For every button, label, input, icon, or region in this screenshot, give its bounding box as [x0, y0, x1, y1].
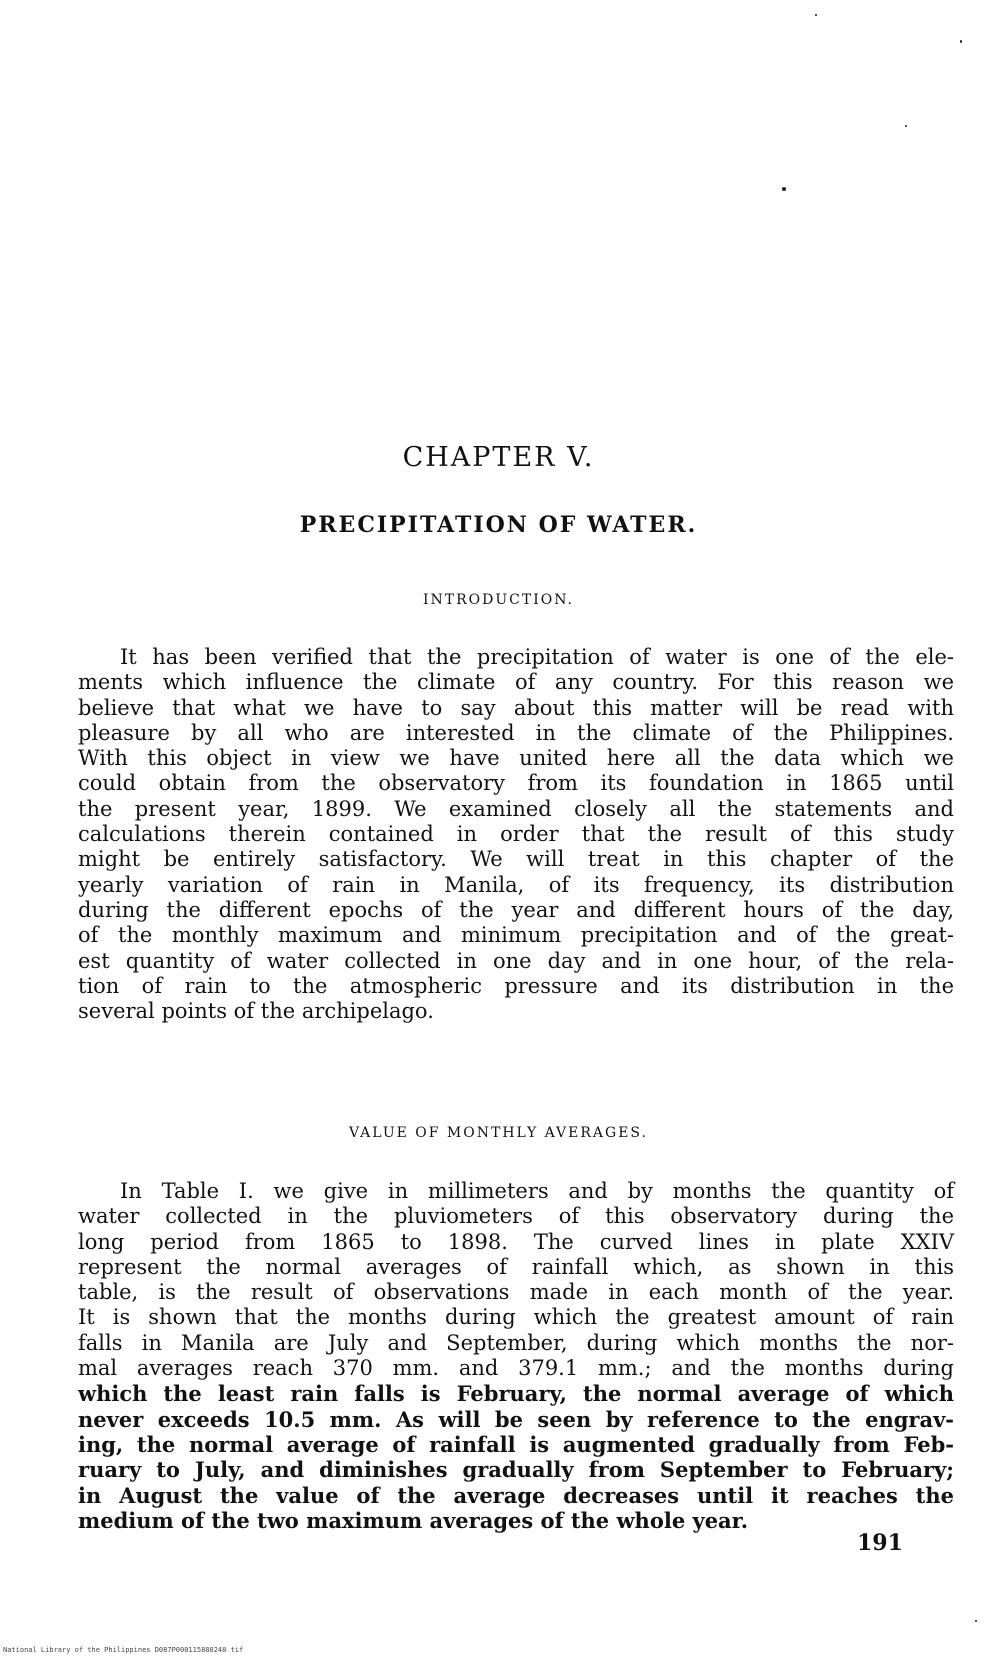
monthly-averages-heading: VALUE OF MONTHLY AVERAGES.	[349, 1125, 648, 1141]
paragraph-line: long period from 1865 to 1898. The curved lines in plate XXIV	[78, 1229, 954, 1254]
scan-speck	[975, 1620, 977, 1622]
paragraph-line: medium of the two maximum averages of the whole year.	[78, 1507, 749, 1533]
scan-footer-caption: National Library of the Philippines D087P000115880248 tif	[3, 1646, 244, 1654]
paragraph-line: pleasure by all who are interested in the climate of the Philippines.	[78, 720, 954, 745]
paragraph-line: ing, the normal average of rainfall is augmented gradually from Feb-	[78, 1431, 954, 1457]
introduction-heading: INTRODUCTION.	[422, 592, 575, 608]
monthly-averages-paragraph	[78, 1179, 954, 1533]
paragraph-line: table, is the result of observations made in each month of the year.	[78, 1280, 954, 1305]
paragraph-line: In Table I. we give in millimeters and by months the quantity of	[120, 1179, 954, 1203]
introduction-paragraph	[78, 645, 954, 1024]
paragraph-line: during the different epochs of the year and different hours of the day,	[78, 897, 954, 922]
paragraph-line: of the monthly maximum and minimum precipitation and of the great-	[78, 923, 954, 948]
paragraph-line: With this object in view we have united here all the data which we	[78, 746, 954, 771]
paragraph-line: falls in Manila are July and September, during which months the nor-	[78, 1330, 954, 1355]
paragraph-line: in August the value of the average decreases until it reaches the	[78, 1482, 954, 1508]
paragraph-line: ments which influence the climate of any country. For this reason we	[78, 670, 954, 695]
paragraph-line: could obtain from the observatory from its foundation in 1865 until	[78, 771, 954, 796]
scan-speck	[782, 187, 786, 191]
section-title: PRECIPITATION OF WATER.	[299, 512, 698, 538]
paragraph-line: calculations therein contained in order that the result of this study	[78, 822, 954, 847]
paragraph-line: yearly variation of rain in Manila, of its frequency, its distribution	[78, 872, 954, 897]
paragraph-line: represent the normal averages of rainfall which, as shown in this	[78, 1254, 954, 1279]
paragraph-line: It has been verified that the precipitation of water is one of the ele-	[120, 645, 954, 669]
paragraph-line: might be entirely satisfactory. We will treat in this chapter of the	[78, 847, 954, 872]
paragraph-line: tion of rain to the atmospheric pressure and its distribution in the	[78, 973, 954, 998]
paragraph-line: believe that what we have to say about this matter will be read with	[78, 695, 954, 720]
chapter-heading: CHAPTER V.	[402, 442, 595, 473]
paragraph-line: ruary to July, and diminishes gradually from September to February;	[78, 1457, 954, 1483]
paragraph-line: est quantity of water collected in one day and in one hour, of the rela-	[78, 948, 954, 973]
page-number: 191	[857, 1530, 903, 1556]
scan-speck	[815, 14, 817, 16]
paragraph-line: which the least rain falls is February, the normal average of which	[78, 1381, 954, 1407]
scan-speck	[905, 125, 907, 127]
paragraph-line: the present year, 1899. We examined closely all the statements and	[78, 796, 954, 821]
paragraph-line: water collected in the pluviometers of this observatory during the	[78, 1204, 954, 1229]
paragraph-line: It is shown that the months during which the greatest amount of rain	[78, 1305, 954, 1330]
paragraph-line: several points of the archipelago.	[78, 999, 434, 1024]
scan-speck	[960, 40, 962, 43]
paragraph-line: never exceeds 10.5 mm. As will be seen by reference to the engrav-	[78, 1406, 954, 1432]
paragraph-line: mal averages reach 370 mm. and 379.1 mm.; and the months during	[78, 1356, 954, 1381]
